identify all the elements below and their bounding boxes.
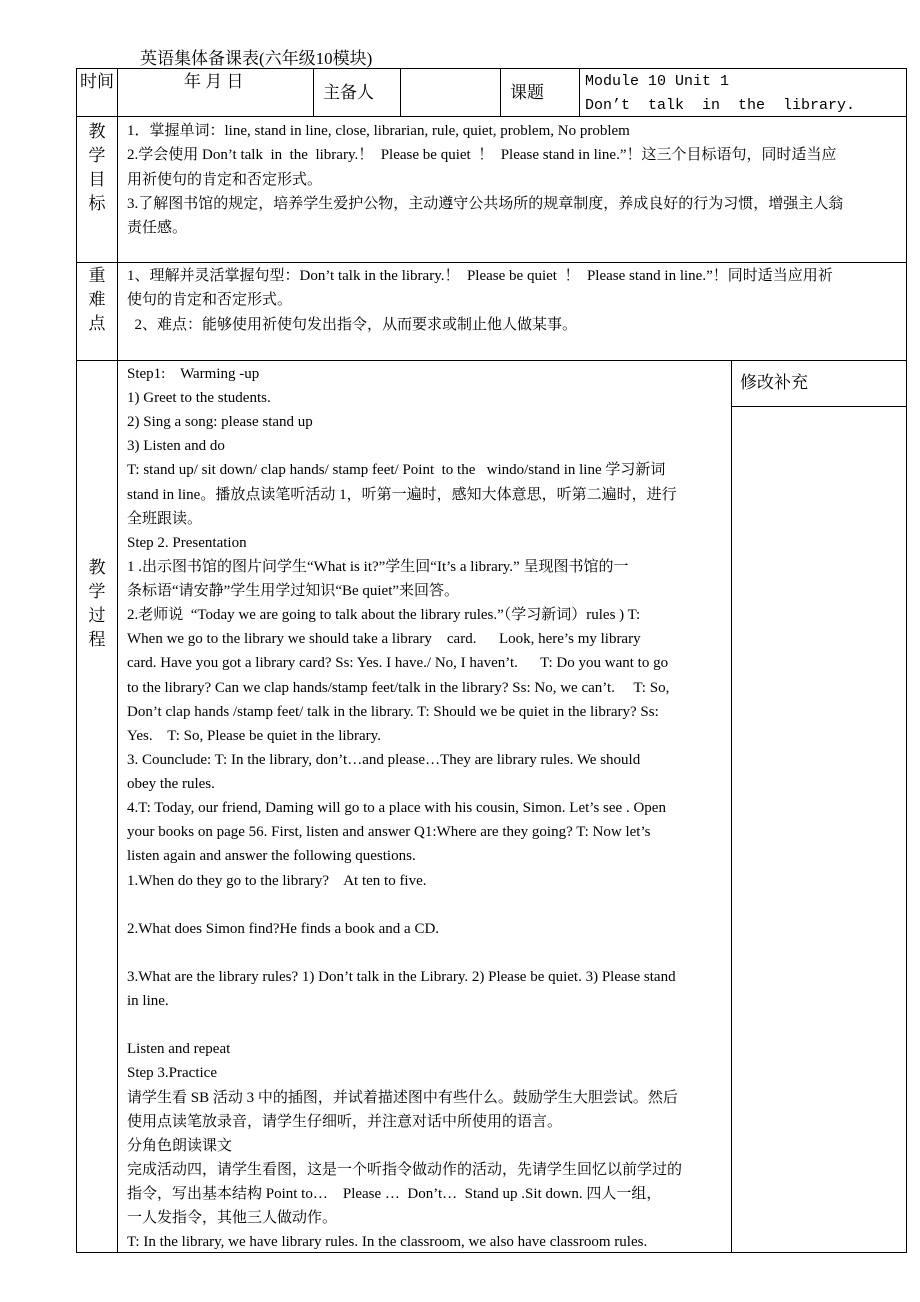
process-line: 使用点读笔放录音，请学生仔细听，并注意对话中所使用的语言。 xyxy=(127,1113,563,1130)
process-line: your books on page 56. First, listen and answer Q1:Where are they going? T: Now let’s xyxy=(127,824,651,841)
process-line: 3.What are the library rules? 1) Don’t talk in the Library. 2) Please be quiet. 3) Please stand xyxy=(127,969,676,985)
objectives-line: 2.学会使用 Don’t talk in the library.！ Please be quiet ！ Please stand in line.”！这三个目标语句，同时适当应 xyxy=(127,147,837,164)
process-line: 3) Listen and do xyxy=(127,438,225,455)
process-line: 3. Counclude: T: In the library, don’t…and please…They are library rules. We should xyxy=(127,751,641,768)
document-title: 英语集体备课表(六年级10模块) xyxy=(140,49,373,68)
process-line: 指令，写出基本结构 Point to… Please … Don’t… Stand up .Sit down. 四人一组， xyxy=(127,1186,662,1203)
objectives-label: 教学目标 xyxy=(88,122,106,213)
notes-column xyxy=(731,360,907,1253)
process-line: to the library? Can we clap hands/stamp feet/talk in the library? Ss: No, we can’t. T: So, xyxy=(127,679,670,696)
process-line: 请学生看 SB 活动 3 中的插图，并试着描述图中有些什么。鼓励学生大胆尝试。然后 xyxy=(127,1089,678,1106)
objectives-line: 用祈使句的肯定和否定形式。 xyxy=(127,171,323,188)
process-line: 1.When do they go to the library? At ten to five. xyxy=(127,872,427,889)
process-line: obey the rules. xyxy=(127,776,215,793)
process-line: Step 2. Presentation xyxy=(127,534,247,551)
process-line: 4.T: Today, our friend, Daming will go to a place with his cousin, Simon. Let’s see . Open xyxy=(127,800,666,817)
process-line: When we go to the library we should take a library card. Look, here’s my library xyxy=(127,631,641,648)
process-line: T: In the library, we have library rules. In the classroom, we also have classroom rules. xyxy=(127,1234,648,1251)
process-line: 1) Greet to the students. xyxy=(127,390,271,407)
process-line: stand in line。播放点读笔听活动 1，听第一遍时，感知大体意思，听第二遍时，进行 xyxy=(127,486,677,503)
process-line: 分角色朗读课文 xyxy=(127,1137,233,1154)
date-text: 年 月 日 xyxy=(184,72,244,91)
objectives-line: 责任感。 xyxy=(127,220,188,237)
difficulties-label: 重难点 xyxy=(88,266,106,333)
difficulties-line: 1、理解并灵活掌握句型：Don’t talk in the library.！ Please be quiet ！ Please stand in line.”！同时适当应用祈 xyxy=(127,268,833,284)
process-line: Don’t clap hands /stamp feet/ talk in the library. T: Should we be quiet in the library? Ss: xyxy=(127,703,659,720)
preparer-label: 主备人 xyxy=(323,83,374,102)
process-line: Yes. T: So, Please be quiet in the library. xyxy=(127,727,381,744)
time-label: 时间 xyxy=(80,72,114,91)
notes-label: 修改补充 xyxy=(740,373,808,392)
objectives-line: 3.了解图书馆的规定，培养学生爱护公物，主动遵守公共场所的规章制度，养成良好的行为习惯，增强主人翁 xyxy=(127,195,844,212)
process-label-cell xyxy=(76,360,118,1253)
topic-label: 课题 xyxy=(510,83,544,102)
process-line: Step 3.Practice xyxy=(127,1065,217,1082)
difficulties-line: 2、难点：能够使用祈使句发出指令，从而要求或制止他人做某事。 xyxy=(127,316,578,333)
preparer-value-cell xyxy=(400,68,501,117)
process-line: Listen and repeat xyxy=(127,1041,231,1058)
topic-line-2: Don’t talk in the library. xyxy=(585,97,856,114)
process-line: listen again and answer the following questions. xyxy=(127,848,416,865)
process-line: 一人发指令，其他三人做动作。 xyxy=(127,1210,338,1227)
process-line: Step1: Warming -up xyxy=(127,366,260,382)
process-label: 教学过程 xyxy=(88,558,106,649)
objectives-line: 1．掌握单词：line, stand in line, close, librarian, rule, quiet, problem, No problem xyxy=(127,123,630,139)
process-line: 条标语“请安静”学生用学过知识“Be quiet”来回答。 xyxy=(127,583,460,600)
difficulties-line: 使句的肯定和否定形式。 xyxy=(127,292,293,309)
process-line: in line. xyxy=(127,993,169,1010)
process-line: 2.What does Simon find?He finds a book and a CD. xyxy=(127,920,440,937)
process-line: 2.老师说 “Today we are going to talk about the library rules.”（学习新词）rules ) T: xyxy=(127,607,641,624)
topic-line-1: Module 10 Unit 1 xyxy=(585,73,730,90)
process-line: card. Have you got a library card? Ss: Yes. I have./ No, I haven’t. T: Do you want to go xyxy=(127,655,669,672)
process-line: 全班跟读。 xyxy=(127,510,203,527)
process-line: 2) Sing a song: please stand up xyxy=(127,414,313,431)
process-line: 1 .出示图书馆的图片问学生“What is it?”学生回“It’s a library.” 呈现图书馆的一 xyxy=(127,558,629,575)
process-line: T: stand up/ sit down/ clap hands/ stamp feet/ Point to the windo/stand in line 学习新词 xyxy=(127,462,666,479)
process-line: 完成活动四，请学生看图，这是一个听指令做动作的活动，先请学生回忆以前学过的 xyxy=(127,1161,683,1178)
